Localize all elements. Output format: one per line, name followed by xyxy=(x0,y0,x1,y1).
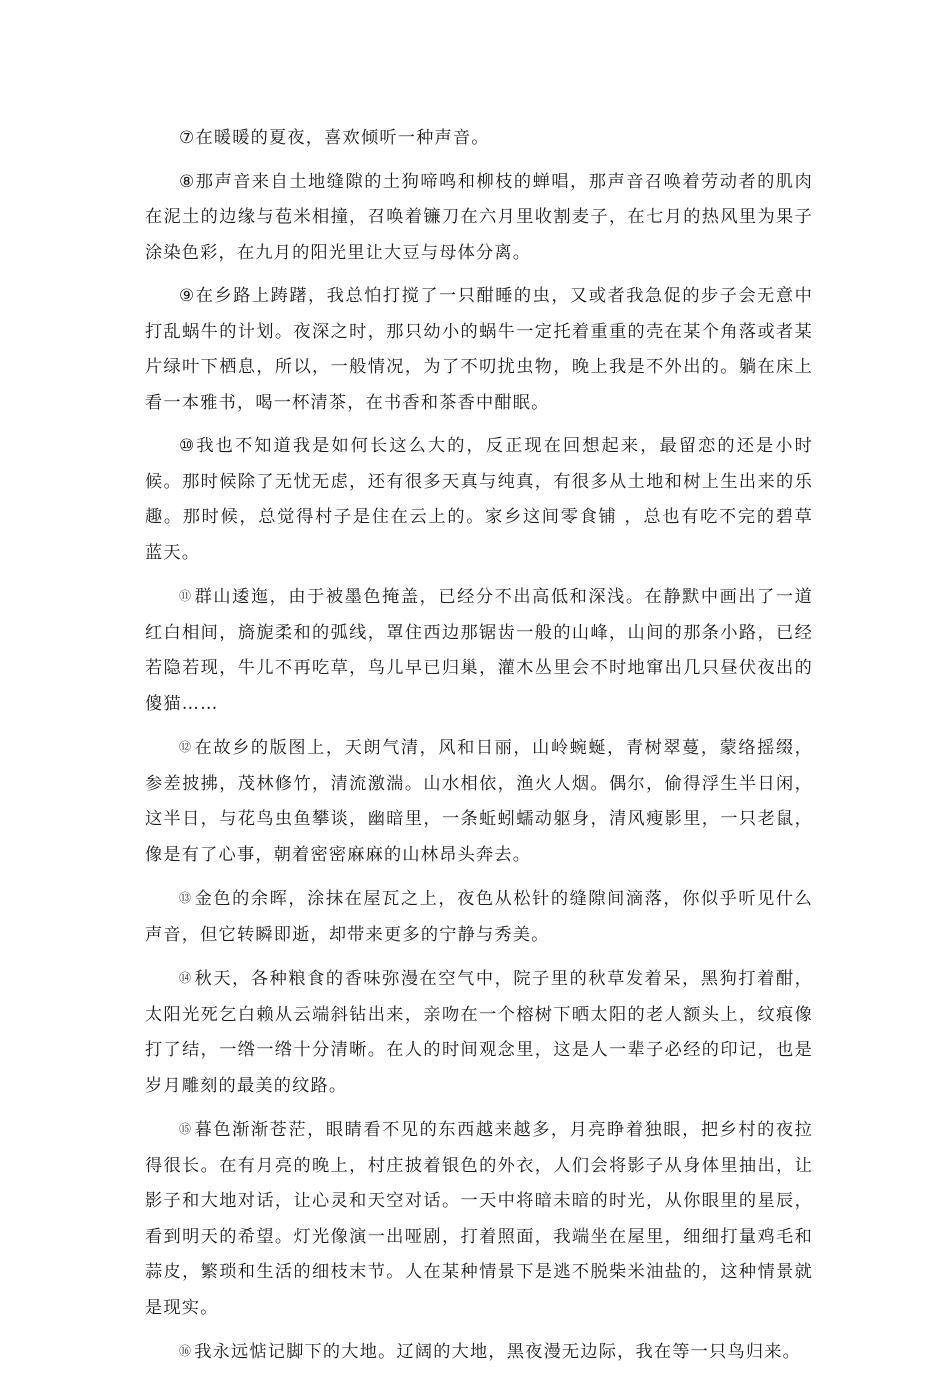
paragraph-number: ⑦ xyxy=(179,128,196,148)
paragraph-text: 我永远惦记脚下的大地。辽阔的大地，黑夜漫无边际，我在等一只鸟归来。 xyxy=(194,1342,801,1362)
paragraph-text: 在故乡的版图上，天朗气清，风和日丽，山岭蜿蜒，青树翠蔓，蒙络摇缀，参差披拂，茂林修竹，清流激湍。山水相依，渔火人烟。偶尔，偷得浮生半日闲，这半日，与花鸟虫鱼攀谈，幽暗里，一条蚯蚓蠕动躯身，清风瘦影里，一只老鼠，像是有了心事，朝着密密麻麻的山林昂头奔去。 xyxy=(145,738,814,865)
paragraph-number: ⑩ xyxy=(179,436,197,456)
paragraph-text: 暮色渐渐苍茫，眼睛看不见的东西越来越多，月亮睁着独眼，把乡村的夜拉得很长。在有月亮的晚上，村庄披着银色的外衣，人们会将影子从身体里抽出，让影子和大地对话，让心灵和天空对话。一天中将暗未暗的时光，从你眼里的星辰，看到明天的希望。灯光像演一出哑剧，打着照面，我端坐在屋里，细细打量鸡毛和蒜皮，繁琐和生活的细枝末节。人在某种情景下是逃不脱柴米油盐的，这种情景就是现实。 xyxy=(145,1120,814,1318)
paragraph-text: 在乡路上踌躇，我总怕打搅了一只酣睡的虫，又或者我急促的步子会无意中打乱蜗牛的计划。夜深之时，那只幼小的蜗牛一定托着重重的壳在某个角落或者某片绿叶下栖息，所以，一般情况，为了不叨扰虫物，晚上我是不外出的。躺在床上看一本雅书，喝一杯清茶，在书香和茶香中酣眠。 xyxy=(145,286,813,413)
paragraph-text: 在暖暖的夏夜，喜欢倾听一种声音。 xyxy=(195,128,490,148)
paragraph-13 xyxy=(145,881,813,953)
paragraph-number: ⑮ xyxy=(179,1122,193,1136)
paragraph-number: ⑫ xyxy=(179,740,193,754)
paragraph-10 xyxy=(145,429,813,571)
paragraph-14 xyxy=(145,961,813,1104)
paragraph-number: ⑯ xyxy=(179,1344,193,1358)
paragraph-text: 我也不知道我是如何长这么大的，反正现在回想起来，最留恋的还是小时候。那时候除了无忧无虑，还有很多天真与纯真，有很多从土地和树上生出来的乐趣。那时候，总觉得村子是住在云上的。家乡这间零食铺 ，总也有吃不完的碧草蓝天。 xyxy=(145,436,813,563)
paragraph-number: ⑧ xyxy=(179,171,196,192)
paragraph-16 xyxy=(145,1334,813,1371)
paragraph-number: ⑨ xyxy=(179,286,196,306)
paragraph-11 xyxy=(145,579,813,722)
paragraph-text: 金色的余晖，涂抹在屋瓦之上，夜色从松针的缝隙间滴落，你似乎听见什么声音，但它转瞬即逝，却带来更多的宁静与秀美。 xyxy=(145,889,814,945)
paragraph-7 xyxy=(145,121,813,157)
paragraph-text: 那声音来自土地缝隙的土狗啼鸣和柳枝的蝉唱，那声音召唤着劳动者的肌肉在泥土的边缘与苞米相撞，召唤着镰刀在六月里收割麦子，在七月的热风里为果子涂染色彩，在九月的阳光里让大豆与母体分离。 xyxy=(145,171,813,263)
paragraph-number: ⑭ xyxy=(179,971,193,985)
document-body xyxy=(145,121,813,1379)
paragraph-12 xyxy=(145,730,813,873)
paragraph-8 xyxy=(145,165,813,272)
paragraph-9 xyxy=(145,279,813,421)
paragraph-number: ⑪ xyxy=(179,589,193,603)
paragraph-number: ⑬ xyxy=(179,891,193,905)
paragraph-text: 群山逶迤，由于被墨色掩盖，已经分不出高低和深浅。在静默中画出了一道红白相间，旖旎柔和的弧线，罩住西边那锯齿一般的山峰，山间的那条小路，已经若隐若现，牛儿不再吃草，鸟儿早已归巢，灌木丛里会不时地窜出几只昼伏夜出的傻猫…… xyxy=(145,587,814,714)
paragraph-text: 秋天，各种粮食的香味弥漫在空气中，院子里的秋草发着呆，黑狗打着酣，太阳光死乞白赖从云端斜钻出来，亲吻在一个榕树下晒太阳的老人额头上，纹痕像打了结，一绺一绺十分清晰。在人的时间观念里，这是人一辈子必经的印记，也是岁月雕刻的最美的纹路。 xyxy=(145,969,814,1096)
paragraph-15 xyxy=(145,1112,813,1326)
